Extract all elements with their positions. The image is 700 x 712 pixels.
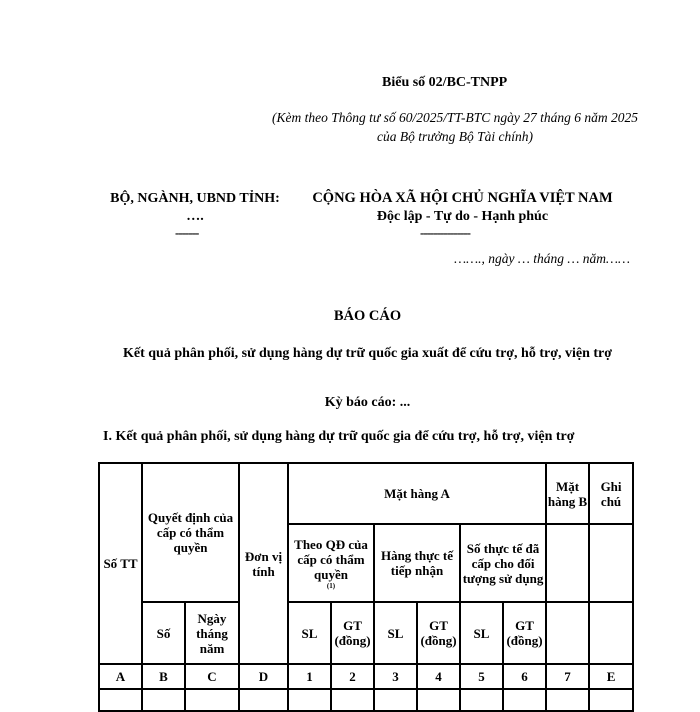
header-note-blank bbox=[589, 524, 633, 602]
header-item-b-sub-blank bbox=[546, 602, 589, 664]
header-value: GT (đồng) bbox=[503, 602, 546, 664]
motto: Độc lập - Tự do - Hạnh phúc bbox=[376, 209, 549, 224]
index-cell: A bbox=[99, 664, 142, 689]
report-subtitle: Kết quả phân phối, sử dụng hàng dự trữ quốc gia xuất để cứu trợ, hỗ trợ, viện trợ bbox=[123, 346, 612, 361]
header-value: GT (đồng) bbox=[417, 602, 460, 664]
nation-heading: CỘNG HÒA XÃ HỘI CHỦ NGHĨA VIỆT NAM bbox=[312, 190, 613, 206]
header-value: GT (đồng) bbox=[331, 602, 374, 664]
agency-rule: ------- bbox=[175, 225, 199, 240]
report-title: BÁO CÁO bbox=[333, 308, 402, 324]
data-cell bbox=[331, 689, 374, 711]
header-item-b-blank bbox=[546, 524, 589, 602]
header-qty: SL bbox=[288, 602, 331, 664]
index-cell: 3 bbox=[374, 664, 417, 689]
data-cell bbox=[99, 689, 142, 711]
index-cell: C bbox=[185, 664, 239, 689]
footnote-marker: (1) bbox=[326, 581, 336, 590]
index-cell: D bbox=[239, 664, 288, 689]
data-cell bbox=[460, 689, 503, 711]
dateline: ……., ngày … tháng … năm…… bbox=[454, 251, 630, 266]
header-qty: SL bbox=[374, 602, 417, 664]
data-cell bbox=[288, 689, 331, 711]
header-by-decision bbox=[288, 524, 374, 602]
index-cell: 1 bbox=[288, 664, 331, 689]
index-cell: 5 bbox=[460, 664, 503, 689]
agency-heading bbox=[95, 190, 295, 226]
data-cell bbox=[417, 689, 460, 711]
header-distributed: Số thực tế đã cấp cho đối tượng sử dụng bbox=[460, 524, 546, 602]
form-code: Biểu số 02/BC-TNPP bbox=[382, 75, 508, 90]
data-cell bbox=[589, 689, 633, 711]
section-heading: I. Kết quả phân phối, sử dụng hàng dự trữ quốc gia để cứu trợ, hỗ trợ, viện trợ bbox=[103, 429, 575, 444]
attachment-note: (Kèm theo Thông tư số 60/2025/TT-BTC ngày 27 tháng 6 năm 2025 của Bộ trưởng Bộ Tài chính) bbox=[272, 110, 638, 144]
header-decision: Quyết định của cấp có thẩm quyền bbox=[142, 463, 239, 602]
index-cell: 2 bbox=[331, 664, 374, 689]
header-unit: Đơn vị tính bbox=[239, 463, 288, 664]
header-decision-date: Ngày tháng năm bbox=[185, 602, 239, 664]
header-note: Ghi chú bbox=[589, 463, 633, 524]
index-cell: E bbox=[589, 664, 633, 689]
header-decision-no: Số bbox=[142, 602, 185, 664]
result-table bbox=[98, 462, 634, 712]
agency-line-1: BỘ, NGÀNH, UBND TỈNH: bbox=[110, 191, 280, 206]
data-cell bbox=[239, 689, 288, 711]
motto-rule: --------------- bbox=[420, 225, 470, 240]
data-cell bbox=[546, 689, 589, 711]
agency-line-2: …. bbox=[186, 209, 204, 224]
report-period: Kỳ báo cáo: ... bbox=[324, 395, 411, 410]
header-by-decision-label: Theo QĐ của cấp có thẩm quyền bbox=[294, 536, 368, 582]
header-qty: SL bbox=[460, 602, 503, 664]
header-item-a: Mặt hàng A bbox=[288, 463, 546, 524]
header-note-sub-blank bbox=[589, 602, 633, 664]
header-stt: Số TT bbox=[99, 463, 142, 664]
header-item-b: Mặt hàng B bbox=[546, 463, 589, 524]
data-cell bbox=[503, 689, 546, 711]
data-cell bbox=[185, 689, 239, 711]
index-cell: 6 bbox=[503, 664, 546, 689]
header-received: Hàng thực tế tiếp nhận bbox=[374, 524, 460, 602]
index-cell: B bbox=[142, 664, 185, 689]
index-cell: 4 bbox=[417, 664, 460, 689]
index-cell: 7 bbox=[546, 664, 589, 689]
data-cell bbox=[142, 689, 185, 711]
data-cell bbox=[374, 689, 417, 711]
